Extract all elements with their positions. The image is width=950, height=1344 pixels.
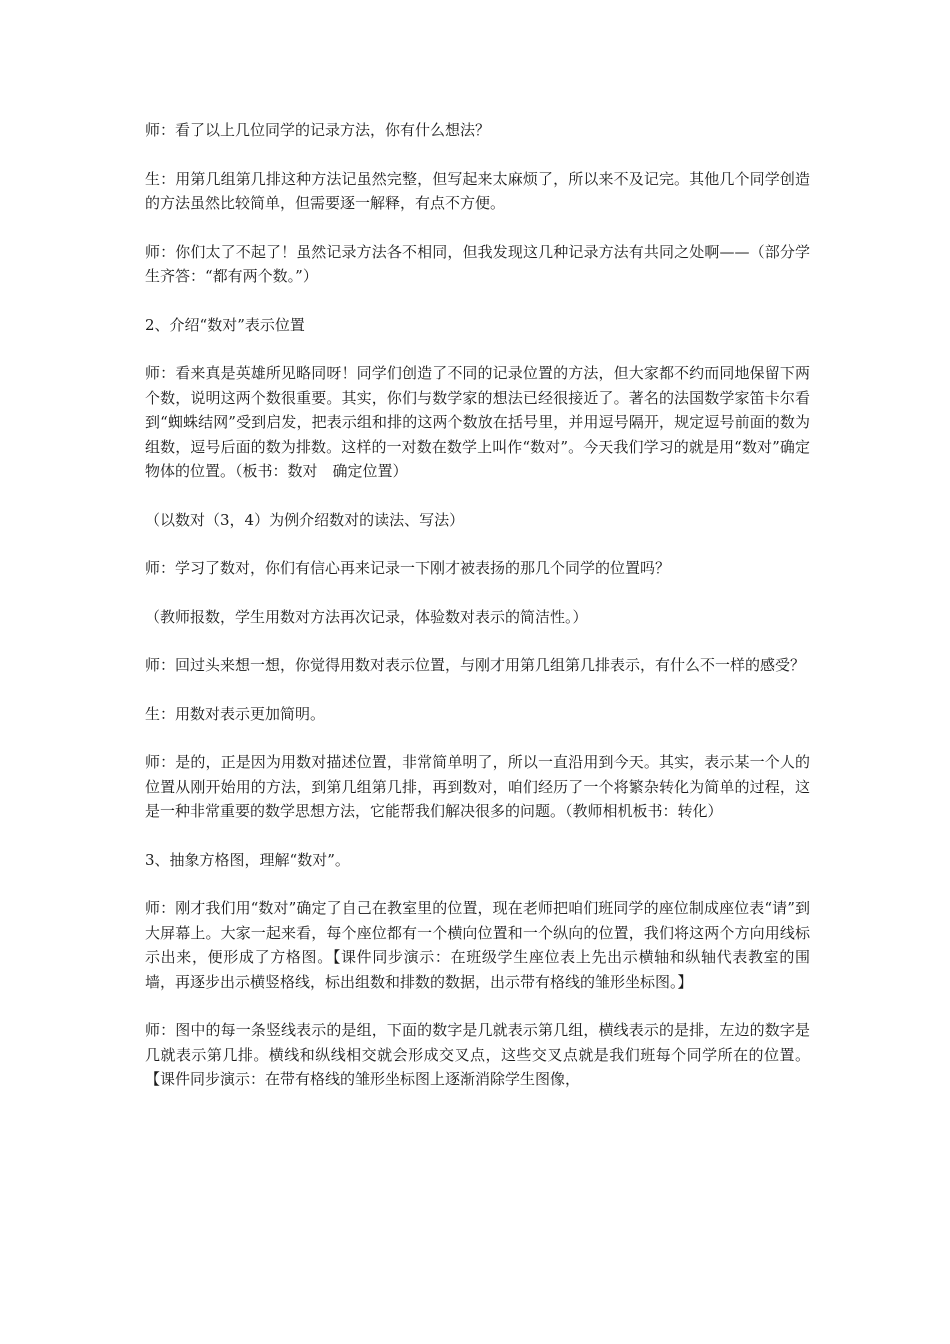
paragraph-teacher-grid: 师：图中的每一条竖线表示的是组，下面的数字是几就表示第几组，横线表示的是排，左边的数字是几就表示第几排。横线和纵线相交就会形成交叉点，这些交叉点就是我们班每个同学所在的位置。【课件同步演示：在带有格线的雏形坐标图上逐渐消除学生图像，: [145, 1021, 810, 1088]
paragraph-teacher-question: 师：看了以上几位同学的记录方法，你有什么想法？: [145, 121, 491, 139]
paragraph-teacher-transform: 师：是的，正是因为用数对描述位置，非常简单明了，所以一直沿用到今天。其实，表示某一个人的位置从刚开始用的方法，到第几组第几排，再到数对，咱们经历了一个将繁杂转化为简单的过程，这是一种非常重要的数学思想方法，它能帮我们解决很多的问题。（教师相机板书：转化）: [145, 753, 810, 820]
section-heading-2: 2、介绍“数对”表示位置: [145, 315, 305, 334]
paragraph-teacher-descartes: 师：看来真是英雄所见略同呀！同学们创造了不同的记录位置的方法，但大家都不约而同地保留下两个数，说明这两个数很重要。其实，你们与数学家的想法已经很接近了。著名的法国数学家笛卡尔看到“蜘蛛结网”受到启发，把表示组和排的这两个数放在括号里，并用逗号隔开，规定逗号前面的数为组数，逗号后面的数为排数。这样的一对数在数学上叫作“数对”。今天我们学习的就是用“数对”确定物体的位置。（板书：数对 确定位置）: [145, 364, 810, 480]
document-body: [145, 118, 810, 1116]
paragraph-student-answer: 生：用第几组第几排这种方法记虽然完整，但写起来太麻烦了，所以来不及记完。其他几个同学创造的方法虽然比较简单，但需要逐一解释，有点不方便。: [145, 169, 810, 212]
section-heading-3: 3、抽象方格图，理解“数对”。: [145, 850, 350, 869]
paragraph-teacher-praise: 师：你们太了不起了！虽然记录方法各不相同，但我发现这几种记录方法有共同之处啊——（部分学生齐答：“都有两个数。”）: [145, 242, 810, 285]
paragraph-teacher-reflect: 师：回过头来想一想，你觉得用数对表示位置，与刚才用第几组第几排表示，有什么不一样的感受？: [145, 656, 806, 674]
paragraph-teacher-seating: 师：刚才我们用“数对”确定了自己在教室里的位置，现在老师把咱们班同学的座位制成座位表“请”到大屏幕上。大家一起来看，每个座位都有一个横向位置和一个纵向的位置，我们将这两个方向用线标示出来，便形成了方格图。【课件同步演示：在班级学生座位表上先出示横轴和纵轴代表教室的围墙，再逐步出示横竖格线，标出组数和排数的数据，出示带有格线的雏形坐标图。】: [145, 899, 810, 991]
paragraph-teacher-report-note: （教师报数，学生用数对方法再次记录，体验数对表示的简洁性。）: [145, 607, 588, 626]
paragraph-teacher-confidence: 师：学习了数对，你们有信心再来记录一下刚才被表扬的那几个同学的位置吗？: [145, 559, 671, 577]
paragraph-student-simple: 生：用数对表示更加简明。: [145, 704, 326, 723]
paragraph-example-note: （以数对（3，4）为例介绍数对的读法、写法）: [145, 510, 465, 529]
